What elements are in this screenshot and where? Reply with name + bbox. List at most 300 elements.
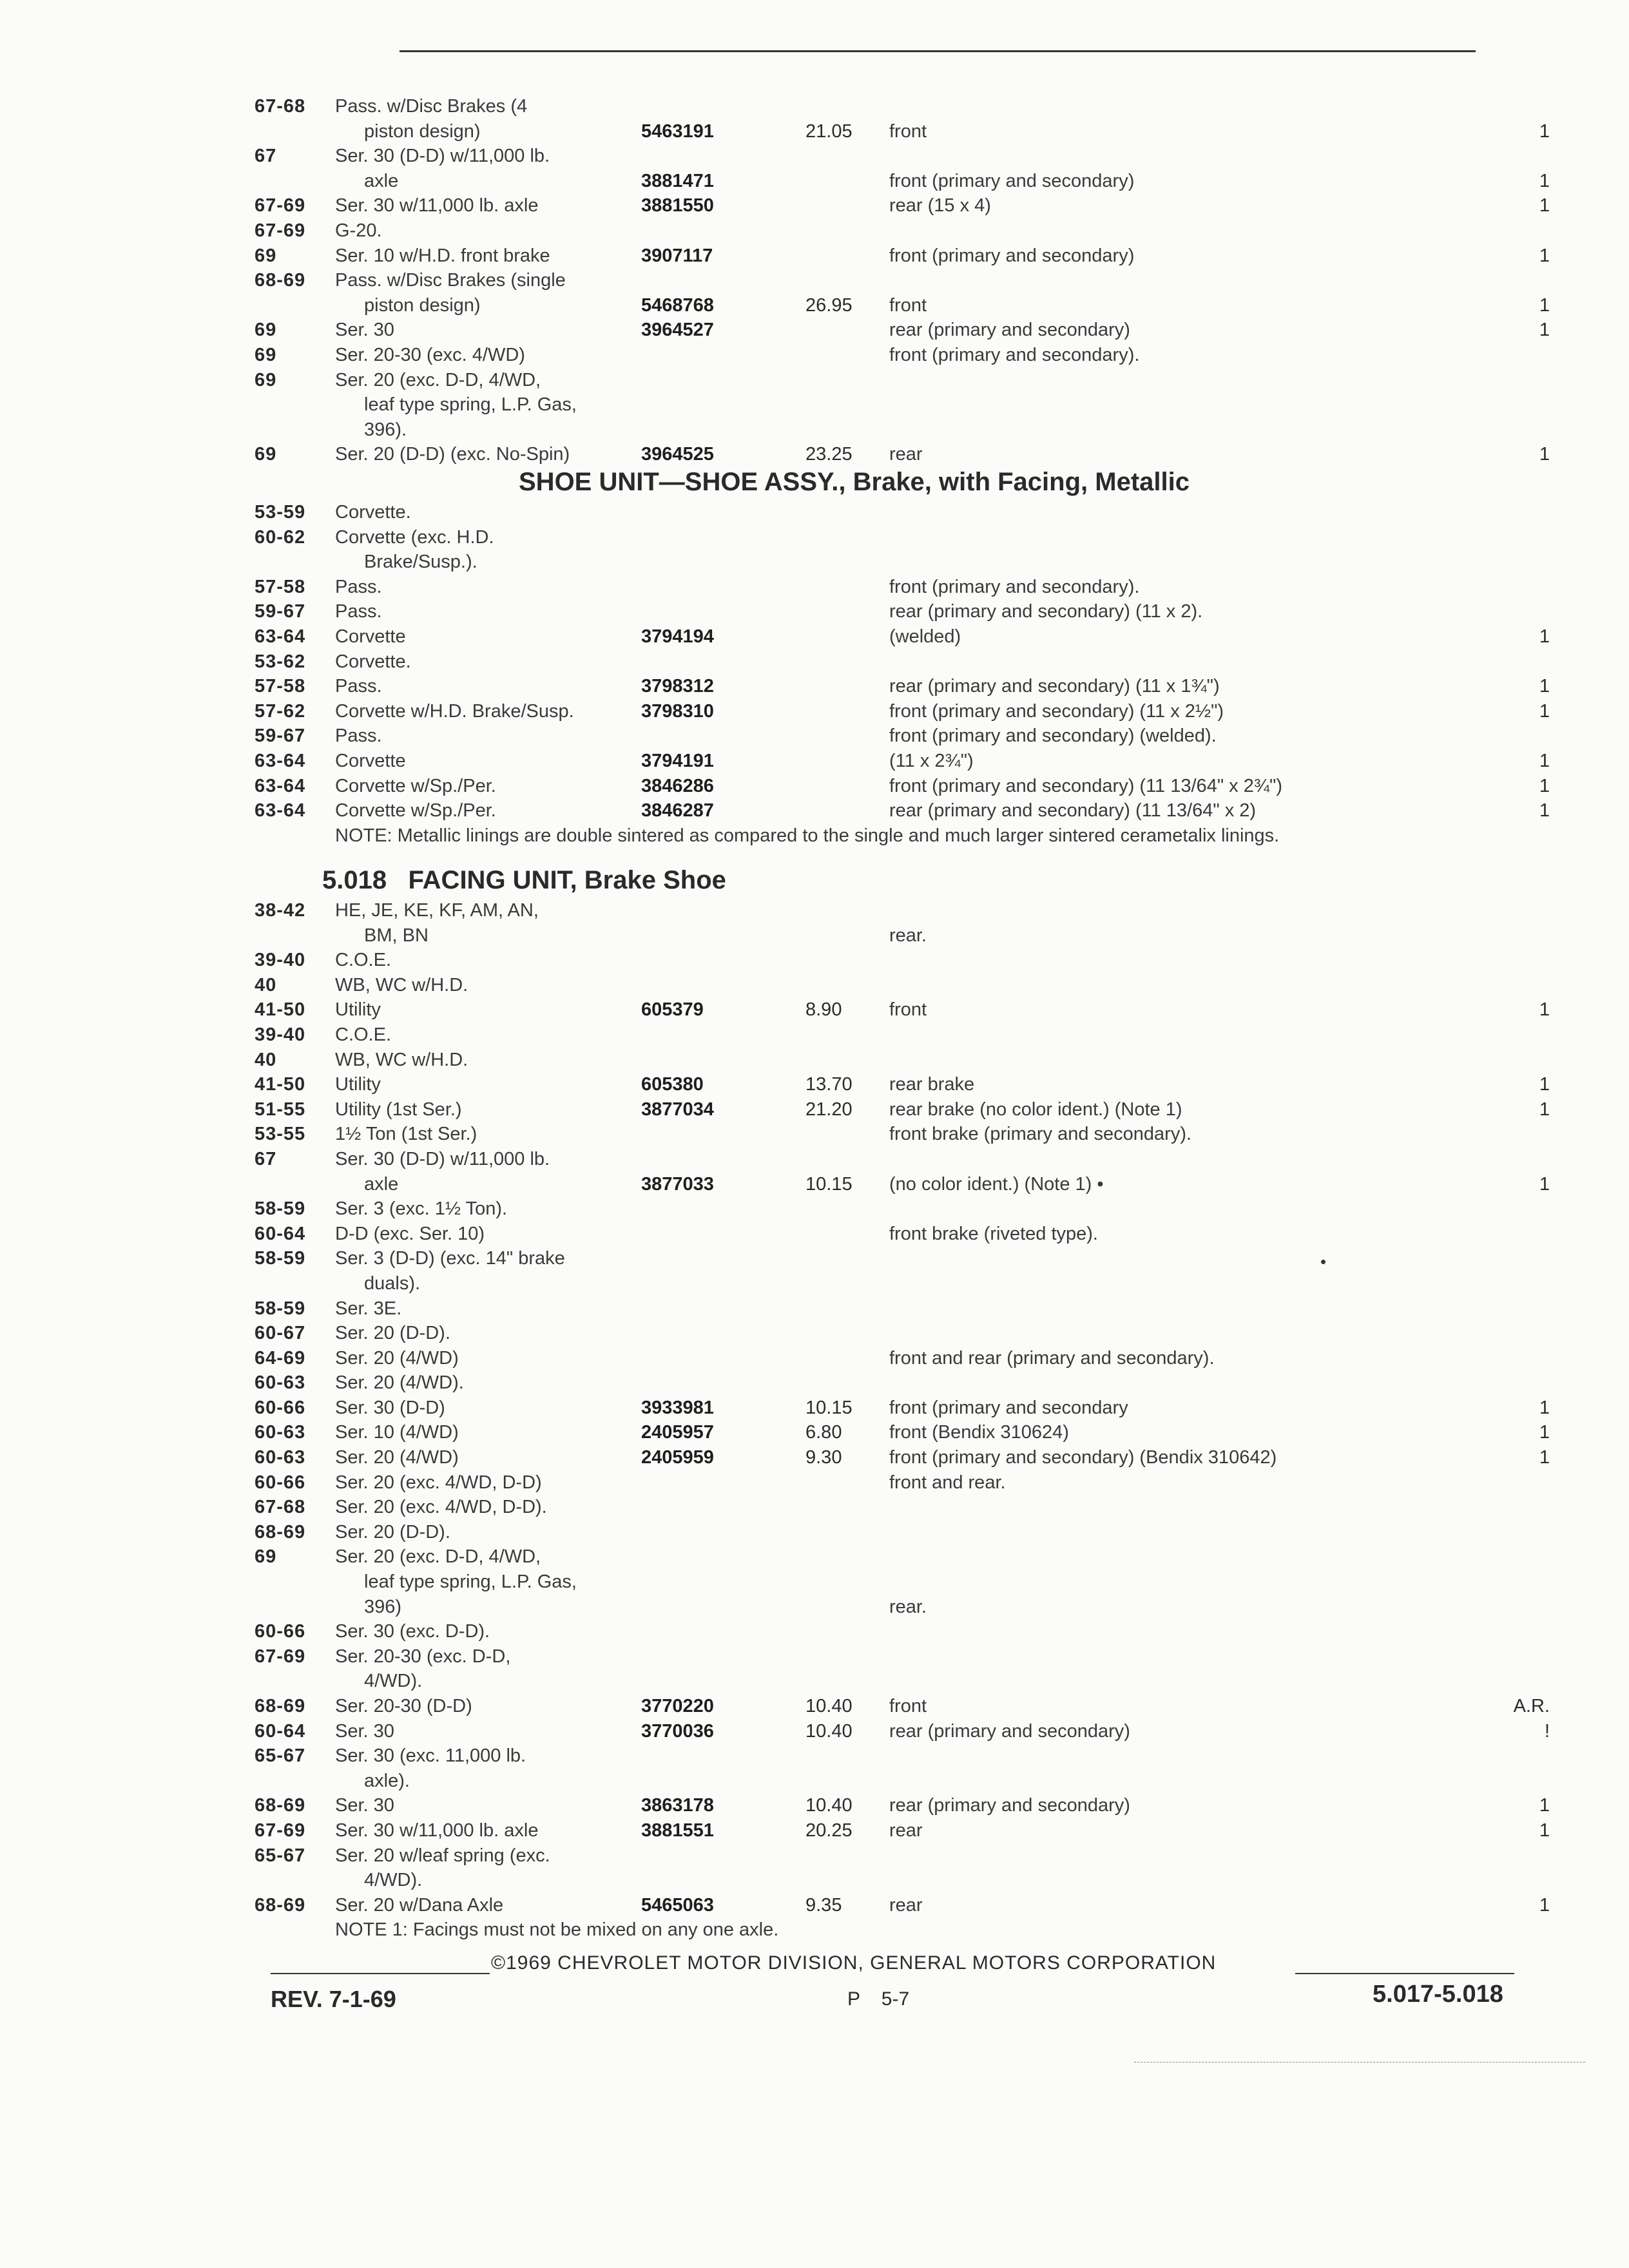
application: Corvette. xyxy=(335,502,411,523)
part-number: 5465063 xyxy=(641,1894,714,1916)
year-range: 67 xyxy=(255,1148,277,1169)
footer-rule-left xyxy=(271,1973,490,1974)
application: Ser. 20 (exc. 4/WD, D-D). xyxy=(335,1497,547,1518)
application: Ser. 20-30 (exc. D-D, xyxy=(335,1646,511,1667)
part-number: 3770036 xyxy=(641,1720,714,1742)
price: 8.90 xyxy=(805,999,842,1021)
parts-row xyxy=(255,1420,1550,1445)
year-range: 53-55 xyxy=(255,1124,306,1145)
parts-row xyxy=(255,318,1550,343)
remarks: rear. xyxy=(889,1596,927,1617)
application: Ser. 20-30 (D-D) xyxy=(335,1696,472,1716)
speck-mark xyxy=(1321,1260,1325,1264)
remarks: rear xyxy=(889,444,923,465)
quantity: 1 xyxy=(1539,676,1550,697)
application: Brake/Susp.). xyxy=(364,552,477,573)
parts-row xyxy=(255,1719,1550,1744)
year-range: 68-69 xyxy=(255,1696,306,1716)
parts-row xyxy=(255,1893,1550,1918)
year-range: 65-67 xyxy=(255,1745,306,1767)
quantity: A.R. xyxy=(1513,1696,1550,1716)
parts-row xyxy=(255,1644,1550,1669)
year-range: 69 xyxy=(255,1546,277,1568)
parts-row xyxy=(255,1917,1550,1943)
parts-row xyxy=(255,1520,1550,1545)
remarks: front (primary and secondary). xyxy=(889,344,1140,365)
parts-row xyxy=(255,1570,1550,1595)
remarks: front xyxy=(889,1696,927,1716)
quantity: 1 xyxy=(1539,1173,1550,1195)
parts-row xyxy=(255,244,1550,269)
parts-row xyxy=(255,392,1550,418)
quantity: 1 xyxy=(1539,320,1550,341)
remarks: front xyxy=(889,120,927,142)
footer-copyright: ©1969 CHEVROLET MOTOR DIVISION, GENERAL MOTORS CORPORATION xyxy=(491,1952,1217,1974)
part-number: 3907117 xyxy=(641,245,713,266)
part-number: 605379 xyxy=(641,999,704,1021)
quantity: 1 xyxy=(1539,750,1550,771)
application: Ser. 20 (D-D). xyxy=(335,1521,450,1542)
parts-row xyxy=(255,923,1550,948)
application: Ser. 30 (D-D) w/11,000 lb. xyxy=(335,1148,550,1169)
application: WB, WC w/H.D. xyxy=(335,1049,468,1070)
part-number: 3877034 xyxy=(641,1099,714,1120)
quantity: 1 xyxy=(1539,1397,1550,1418)
year-range: 69 xyxy=(255,444,277,465)
price: 10.40 xyxy=(805,1696,853,1716)
quantity: 1 xyxy=(1539,120,1550,142)
application: NOTE 1: Facings must not be mixed on any one axle. xyxy=(335,1919,779,1941)
price: 26.95 xyxy=(805,294,853,316)
parts-row xyxy=(255,1147,1550,1172)
application: Ser. 20 (4/WD). xyxy=(335,1372,464,1394)
footer-revision: REV. 7-1-69 xyxy=(271,1986,396,2012)
quantity: 1 xyxy=(1539,1447,1550,1468)
quantity: 1 xyxy=(1539,1099,1550,1120)
remarks: front brake (riveted type). xyxy=(889,1223,1098,1244)
parts-row xyxy=(255,973,1550,998)
parts-row xyxy=(255,1843,1550,1869)
year-range: 68-69 xyxy=(255,1894,306,1916)
application: Ser. 3 (D-D) (exc. 14" brake xyxy=(335,1248,565,1269)
year-range: 67-69 xyxy=(255,1820,306,1841)
quantity: 1 xyxy=(1539,800,1550,822)
remarks: rear (primary and secondary) xyxy=(889,320,1130,341)
parts-row xyxy=(255,1321,1550,1346)
application: axle xyxy=(364,1173,399,1195)
application: BM, BN xyxy=(364,925,429,946)
application: 4/WD). xyxy=(364,1870,423,1891)
remarks: front (primary and secondary xyxy=(889,1397,1128,1418)
year-range: 67-69 xyxy=(255,1646,306,1667)
year-range: 67 xyxy=(255,146,277,167)
application: Ser. 30 xyxy=(335,1720,394,1742)
parts-row xyxy=(255,1196,1550,1222)
remarks: rear brake xyxy=(889,1074,975,1095)
application: Ser. 20 (exc. D-D, 4/WD, xyxy=(335,1546,541,1568)
remarks: front (primary and secondary) xyxy=(889,245,1135,266)
part-number: 3933981 xyxy=(641,1397,714,1418)
year-range: 63-64 xyxy=(255,775,306,796)
parts-row xyxy=(255,599,1550,624)
quantity: 1 xyxy=(1539,1074,1550,1095)
part-number: 3863178 xyxy=(641,1795,714,1816)
parts-row xyxy=(255,997,1550,1023)
application: Corvette xyxy=(335,750,406,771)
application: Ser. 3E. xyxy=(335,1298,402,1319)
quantity: 1 xyxy=(1539,626,1550,647)
price: 10.15 xyxy=(805,1397,853,1418)
parts-row xyxy=(255,418,1550,443)
application: G-20. xyxy=(335,220,382,241)
part-number: 3881550 xyxy=(641,195,714,216)
parts-row xyxy=(255,1023,1550,1048)
year-range: 60-62 xyxy=(255,526,306,548)
parts-row xyxy=(255,674,1550,699)
parts-row xyxy=(255,724,1550,749)
application: WB, WC w/H.D. xyxy=(335,974,468,995)
year-range: 41-50 xyxy=(255,1074,306,1095)
year-range: 57-58 xyxy=(255,576,306,597)
quantity: 1 xyxy=(1539,999,1550,1021)
remarks: front xyxy=(889,999,927,1021)
parts-row xyxy=(255,368,1550,393)
part-number: 2405957 xyxy=(641,1422,714,1443)
year-range: 51-55 xyxy=(255,1099,306,1120)
parts-row xyxy=(255,1296,1550,1321)
application: Ser. 30 w/11,000 lb. axle xyxy=(335,195,539,216)
application: Pass. xyxy=(335,601,382,622)
year-range: 68-69 xyxy=(255,1795,306,1816)
year-range: 59-67 xyxy=(255,726,306,747)
application: Ser. 30 w/11,000 lb. axle xyxy=(335,1820,539,1841)
application: Ser. 20 (4/WD) xyxy=(335,1447,459,1468)
application: 1½ Ton (1st Ser.) xyxy=(335,1124,477,1145)
parts-row xyxy=(255,1669,1550,1694)
remarks: front (primary and secondary). xyxy=(889,576,1140,597)
remarks: (welded) xyxy=(889,626,961,647)
part-number: 3877033 xyxy=(641,1173,714,1195)
price: 10.40 xyxy=(805,1795,853,1816)
parts-row xyxy=(255,293,1550,318)
application: Corvette. xyxy=(335,651,411,672)
remarks: rear (primary and secondary) xyxy=(889,1795,1130,1816)
parts-row xyxy=(255,1122,1550,1147)
application: Ser. 20 (D-D) (exc. No-Spin) xyxy=(335,444,570,465)
remarks: front and rear. xyxy=(889,1472,1006,1493)
parts-row xyxy=(255,500,1550,525)
parts-row xyxy=(255,823,1550,849)
parts-row xyxy=(255,1818,1550,1843)
year-range: 57-62 xyxy=(255,700,306,722)
application: Ser. 20 (4/WD) xyxy=(335,1347,459,1369)
parts-row xyxy=(255,1793,1550,1818)
remarks: front xyxy=(889,294,927,316)
year-range: 69 xyxy=(255,320,277,341)
top-rule xyxy=(400,50,1476,52)
parts-row xyxy=(255,1619,1550,1644)
price: 20.25 xyxy=(805,1820,853,1841)
application: Utility xyxy=(335,1074,381,1095)
remarks: rear xyxy=(889,1820,923,1841)
parts-row xyxy=(255,575,1550,600)
application: Corvette (exc. H.D. xyxy=(335,526,494,548)
parts-row xyxy=(255,268,1550,293)
year-range: 69 xyxy=(255,245,277,266)
remarks: rear (primary and secondary) (11 x 2). xyxy=(889,601,1203,622)
application: Pass. xyxy=(335,676,382,697)
parts-row xyxy=(255,948,1550,973)
parts-row xyxy=(255,1868,1550,1893)
parts-row xyxy=(255,169,1550,194)
quantity: 1 xyxy=(1539,1894,1550,1916)
year-range: 60-66 xyxy=(255,1472,306,1493)
parts-row xyxy=(255,1396,1550,1421)
application: 396). xyxy=(364,419,407,440)
application: Corvette w/Sp./Per. xyxy=(335,800,496,822)
application: axle). xyxy=(364,1770,410,1791)
year-range: 69 xyxy=(255,344,277,365)
parts-row xyxy=(255,525,1550,550)
year-range: 67-69 xyxy=(255,195,306,216)
year-range: 67-68 xyxy=(255,96,306,117)
part-number: 2405959 xyxy=(641,1447,714,1468)
price: 9.35 xyxy=(805,1894,842,1916)
application: Ser. 30 xyxy=(335,1795,394,1816)
parts-row xyxy=(255,119,1550,144)
remarks: (11 x 2¾") xyxy=(889,750,974,771)
application: duals). xyxy=(364,1273,421,1294)
quantity: 1 xyxy=(1539,775,1550,796)
application: C.O.E. xyxy=(335,1024,392,1045)
remarks: front (primary and secondary) (11 x 2½") xyxy=(889,700,1224,722)
remarks: rear (primary and secondary) (11 13/64" x 2) xyxy=(889,800,1257,822)
remarks: rear brake (no color ident.) (Note 1) xyxy=(889,1099,1182,1120)
application: HE, JE, KE, KF, AM, AN, xyxy=(335,900,539,921)
application: Ser. 20 w/leaf spring (exc. xyxy=(335,1845,550,1866)
application: Utility xyxy=(335,999,381,1021)
year-range: 63-64 xyxy=(255,626,306,647)
application: Corvette w/Sp./Per. xyxy=(335,775,496,796)
year-range: 60-64 xyxy=(255,1223,306,1244)
remarks: (no color ident.) (Note 1) • xyxy=(889,1173,1104,1195)
application: Utility (1st Ser.) xyxy=(335,1099,462,1120)
price: 21.20 xyxy=(805,1099,853,1120)
application: NOTE: Metallic linings are double sintered as compared to the single and much larger sintered cerametalix linings. xyxy=(335,825,1280,846)
parts-row xyxy=(255,749,1550,774)
year-range: 59-67 xyxy=(255,601,306,622)
application: Ser. 20-30 (exc. 4/WD) xyxy=(335,344,525,365)
remarks: rear. xyxy=(889,925,927,946)
price: 23.25 xyxy=(805,444,853,465)
year-range: 40 xyxy=(255,1049,277,1070)
year-range: 60-66 xyxy=(255,1621,306,1642)
section-heading-text: SHOE UNIT—SHOE ASSY., Brake, with Facing, Metallic xyxy=(519,468,1190,496)
part-number: 605380 xyxy=(641,1074,704,1095)
application: leaf type spring, L.P. Gas, xyxy=(364,1571,577,1593)
year-range: 58-59 xyxy=(255,1248,306,1269)
part-number: 5463191 xyxy=(641,120,714,142)
application: Pass. w/Disc Brakes (4 xyxy=(335,96,528,117)
parts-row xyxy=(255,1694,1550,1719)
application: Ser. 30 (D-D) xyxy=(335,1397,445,1418)
parts-row xyxy=(255,1470,1550,1495)
application: piston design) xyxy=(364,294,481,316)
application: Ser. 20 w/Dana Axle xyxy=(335,1894,504,1916)
remarks: front and rear (primary and secondary). xyxy=(889,1347,1215,1369)
remarks: front (Bendix 310624) xyxy=(889,1422,1069,1443)
parts-row xyxy=(255,649,1550,675)
parts-row xyxy=(255,1172,1550,1197)
year-range: 58-59 xyxy=(255,1198,306,1220)
section-continued xyxy=(255,94,1550,467)
footer-section-code: 5.017-5.018 xyxy=(1373,1981,1503,2008)
application: Ser. 10 w/H.D. front brake xyxy=(335,245,550,266)
application: Ser. 10 (4/WD) xyxy=(335,1422,459,1443)
application: Pass. xyxy=(335,726,382,747)
parts-row xyxy=(255,1048,1550,1073)
parts-row xyxy=(255,1495,1550,1520)
part-number: 5468768 xyxy=(641,294,714,316)
parts-row xyxy=(255,144,1550,169)
part-number: 3964525 xyxy=(641,444,714,465)
year-range: 68-69 xyxy=(255,1521,306,1542)
parts-row xyxy=(255,550,1550,575)
application: 396) xyxy=(364,1596,402,1617)
parts-row xyxy=(255,94,1550,119)
footer-rule-right xyxy=(1295,1973,1514,1974)
application: axle xyxy=(364,170,399,191)
year-range: 39-40 xyxy=(255,1024,306,1045)
parts-row xyxy=(255,343,1550,368)
remarks: front brake (primary and secondary). xyxy=(889,1124,1192,1145)
application: Ser. 30 xyxy=(335,320,394,341)
quantity: 1 xyxy=(1539,245,1550,266)
parts-row xyxy=(255,1744,1550,1769)
parts-row xyxy=(255,1769,1550,1794)
remarks: rear xyxy=(889,1894,923,1916)
application: Ser. 3 (exc. 1½ Ton). xyxy=(335,1198,508,1220)
part-number: 3794194 xyxy=(641,626,714,647)
application: Pass. xyxy=(335,576,382,597)
footer-page-number: P 5-7 xyxy=(847,1988,910,2010)
year-range: 38-42 xyxy=(255,900,306,921)
year-range: 57-58 xyxy=(255,676,306,697)
parts-row xyxy=(255,798,1550,823)
application: piston design) xyxy=(364,120,481,142)
year-range: 40 xyxy=(255,974,277,995)
year-range: 60-67 xyxy=(255,1323,306,1344)
year-range: 67-69 xyxy=(255,220,306,241)
year-range: 58-59 xyxy=(255,1298,306,1319)
parts-row xyxy=(255,1346,1550,1371)
price: 6.80 xyxy=(805,1422,842,1443)
application: leaf type spring, L.P. Gas, xyxy=(364,394,577,416)
part-number: 3881551 xyxy=(641,1820,714,1841)
parts-row xyxy=(255,1445,1550,1470)
section-facing-unit xyxy=(255,862,1550,1943)
application: Ser. 20 (exc. 4/WD, D-D) xyxy=(335,1472,542,1493)
application: Corvette w/H.D. Brake/Susp. xyxy=(335,700,574,722)
year-range: 41-50 xyxy=(255,999,306,1021)
price: 10.40 xyxy=(805,1720,853,1742)
year-range: 63-64 xyxy=(255,800,306,822)
parts-row xyxy=(255,1271,1550,1296)
quantity: 1 xyxy=(1539,1820,1550,1841)
quantity: 1 xyxy=(1539,1422,1550,1443)
parts-row xyxy=(255,699,1550,724)
remarks: rear (15 x 4) xyxy=(889,195,991,216)
year-range: 67-68 xyxy=(255,1497,306,1518)
parts-row xyxy=(255,1222,1550,1247)
year-range: 69 xyxy=(255,369,277,390)
section-heading xyxy=(255,464,1550,500)
application: Ser. 20 (D-D). xyxy=(335,1323,450,1344)
parts-row xyxy=(255,1097,1550,1122)
part-number: 3798310 xyxy=(641,700,714,722)
year-range: 53-62 xyxy=(255,651,306,672)
parts-row xyxy=(255,218,1550,244)
application: Ser. 30 (exc. 11,000 lb. xyxy=(335,1745,526,1767)
price: 10.15 xyxy=(805,1173,853,1195)
year-range: 63-64 xyxy=(255,750,306,771)
parts-row xyxy=(255,1370,1550,1396)
parts-row xyxy=(255,624,1550,649)
application: 4/WD). xyxy=(364,1671,423,1692)
year-range: 60-63 xyxy=(255,1372,306,1394)
part-number: 3798312 xyxy=(641,676,714,697)
part-number: 3770220 xyxy=(641,1696,714,1716)
section-shoe-unit xyxy=(255,464,1550,848)
parts-row xyxy=(255,1595,1550,1620)
section-heading-text: 5.018 FACING UNIT, Brake Shoe xyxy=(322,866,726,894)
parts-row xyxy=(255,1246,1550,1271)
quantity: 1 xyxy=(1539,170,1550,191)
price: 21.05 xyxy=(805,120,853,142)
year-range: 60-63 xyxy=(255,1447,306,1468)
remarks: front (primary and secondary) (welded). xyxy=(889,726,1217,747)
year-range: 60-64 xyxy=(255,1720,306,1742)
remarks: rear (primary and secondary) (11 x 1¾") xyxy=(889,676,1220,697)
remarks: front (primary and secondary) (Bendix 310642) xyxy=(889,1447,1277,1468)
application: Ser. 30 (D-D) w/11,000 lb. xyxy=(335,146,550,167)
part-number: 3881471 xyxy=(641,170,714,191)
year-range: 53-59 xyxy=(255,502,306,523)
year-range: 68-69 xyxy=(255,270,306,291)
year-range: 60-66 xyxy=(255,1397,306,1418)
parts-row xyxy=(255,193,1550,218)
quantity: 1 xyxy=(1539,294,1550,316)
application: Pass. w/Disc Brakes (single xyxy=(335,270,566,291)
part-number: 3846286 xyxy=(641,775,714,796)
price: 13.70 xyxy=(805,1074,853,1095)
application: Corvette xyxy=(335,626,406,647)
year-range: 65-67 xyxy=(255,1845,306,1866)
parts-row xyxy=(255,1544,1550,1570)
quantity: 1 xyxy=(1539,1795,1550,1816)
part-number: 3964527 xyxy=(641,320,714,341)
quantity: 1 xyxy=(1539,444,1550,465)
section-heading xyxy=(255,862,1550,898)
part-number: 3846287 xyxy=(641,800,714,822)
application: D-D (exc. Ser. 10) xyxy=(335,1223,485,1244)
parts-row xyxy=(255,774,1550,799)
remarks: front (primary and secondary) xyxy=(889,170,1135,191)
application: C.O.E. xyxy=(335,950,392,971)
year-range: 60-63 xyxy=(255,1422,306,1443)
application: Ser. 30 (exc. D-D). xyxy=(335,1621,490,1642)
quantity: 1 xyxy=(1539,700,1550,722)
